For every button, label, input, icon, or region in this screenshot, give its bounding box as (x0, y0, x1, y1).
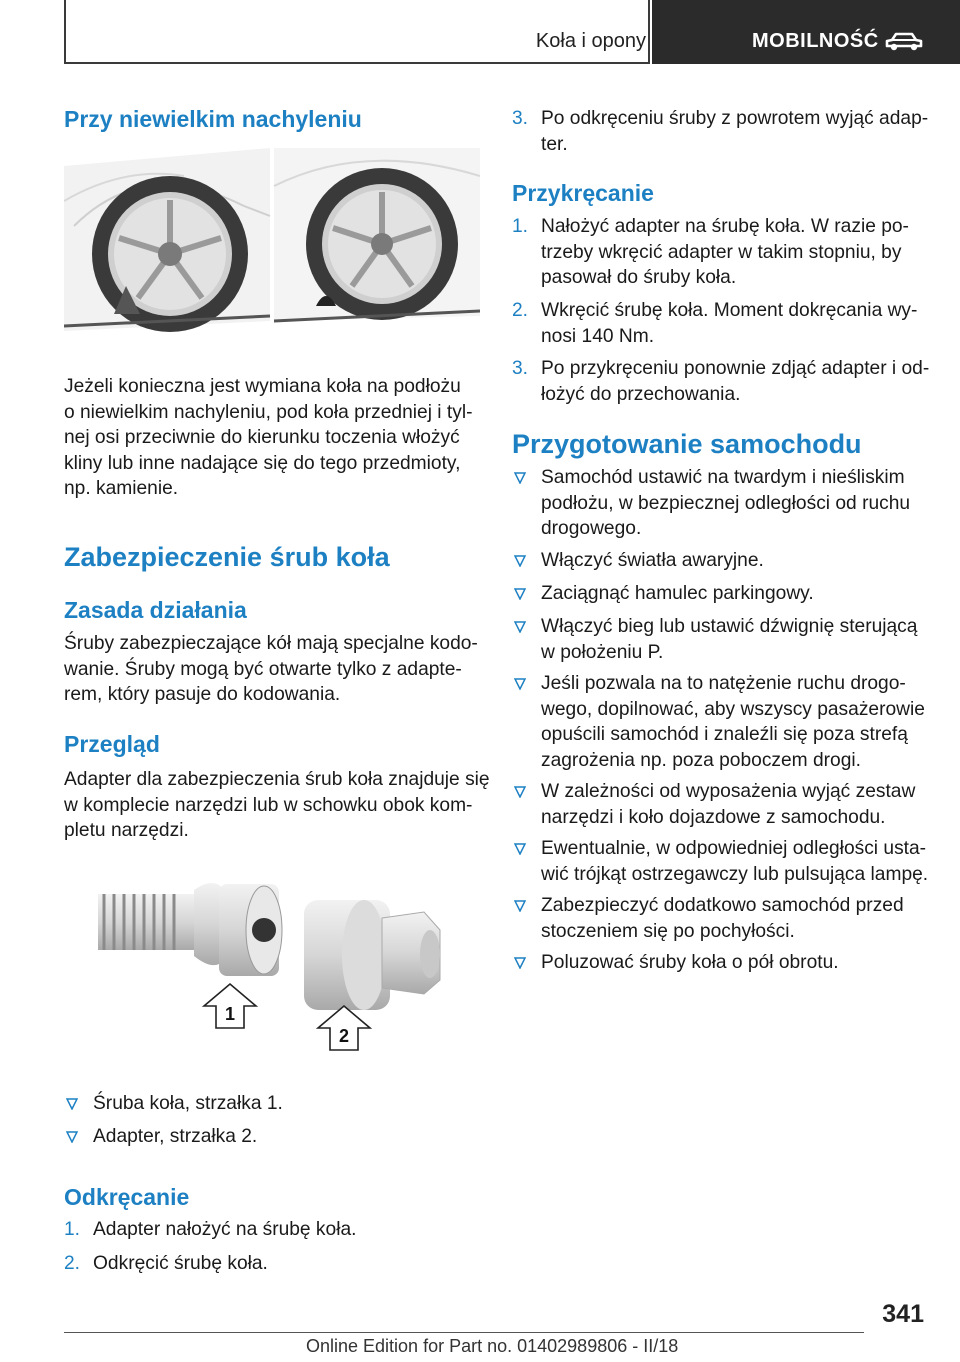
wheel-chocks-illustration (64, 146, 480, 346)
list-item: 2. Wkręcić śrubę koła. Moment dokręcania wy‐ nosi 140 Nm. (512, 300, 918, 347)
paragraph-incline: Jeżeli konieczna jest wymiana koła na podłożu o niewielkim nachyleniu, pod koła przedniej i tyl‐ nej osi przeciwnie do kierunku toczenia włożyć kliny lub inne nadające się do tego przedmioty, np. kamienie. (64, 376, 473, 500)
bolt-adapter-illustration (64, 860, 480, 1060)
footer-divider (64, 1332, 864, 1333)
list-item: Śruba koła, strzałka 1. (64, 1091, 480, 1117)
front-wheel-image (64, 148, 270, 332)
rear-wheel-image (274, 148, 480, 321)
lock-adapter-image (304, 900, 440, 1010)
list-item: Jeśli pozwala na to natężenie ruchu drogo‐ wego, dopilnować, aby wszyscy pasażerowie opuścili samochód i znaleźli się poza strefą zagrożenia np. poza poboczem drogi. (512, 671, 928, 775)
wheel-bolt-image (98, 883, 282, 976)
triangle-bullet-icon (514, 555, 526, 567)
list-item: Ewentualnie, w odpowiedniej odległości usta‐ wić trójkąt ostrzegawczy lub pulsująca lampę. (512, 836, 928, 888)
triangle-bullet-icon (66, 1098, 78, 1110)
heading-prepare: Przygotowanie samochodu (512, 429, 862, 459)
triangle-bullet-icon (514, 957, 526, 969)
footer-edition: Online Edition for Part no. 01402989806 - II/18 (306, 1336, 679, 1356)
list-item: Zabezpieczyć dodatkowo samochód przed stoczeniem się po pochyłości. (512, 893, 928, 945)
triangle-bullet-icon (66, 1131, 78, 1143)
heading-unscrew: Odkręcanie (64, 1184, 190, 1210)
triangle-bullet-icon (514, 472, 526, 484)
paragraph-overview: Adapter dla zabezpieczenia śrub koła znajduje się w komplecie narzędzi lub w schowku obok kom‐ pletu narzędzi. (64, 769, 490, 842)
paragraph-principle: Śruby zabezpieczające kół mają specjalne kodo‐ wanie. Śruby mogą być otwarte tylko z adapte‐ rem, który pasuje do kodowania. (64, 633, 478, 706)
triangle-bullet-icon (514, 588, 526, 600)
header-chapter-title: MOBILNOŚĆ (752, 30, 879, 52)
list-item: Zaciągnąć hamulec parkingowy. (512, 581, 928, 607)
car-icon (884, 30, 924, 52)
figure-label-2: 2 (338, 1026, 350, 1046)
triangle-bullet-icon (514, 900, 526, 912)
list-item: Samochód ustawić na twardym i nieśliskim podłożu, w bezpiecznej odległości od ruchu drogowego. (512, 465, 928, 543)
list-item: Adapter, strzałka 2. (64, 1124, 480, 1150)
triangle-bullet-icon (514, 843, 526, 855)
heading-screw: Przykręcanie (512, 180, 654, 206)
header-section-title: Koła i opony (535, 30, 646, 52)
heading-wheel-lock: Zabezpieczenie śrub koła (64, 542, 390, 572)
heading-principle: Zasada działania (64, 597, 247, 623)
heading-overview: Przegląd (64, 731, 160, 757)
list-item: 3. Po przykręceniu ponownie zdjąć adapter i od‐ łożyć do przechowania. (512, 358, 930, 405)
list-item: 1. Nałożyć adapter na śrubę koła. W razie po‐ trzeby wkręcić adapter w takim stopniu, by pasował do śruby koła. (512, 216, 909, 289)
list-item: W zależności od wyposażenia wyjąć zestaw narzędzi i koło dojazdowe z samochodu. (512, 779, 928, 831)
triangle-bullet-icon (514, 786, 526, 798)
figure-label-1: 1 (224, 1004, 236, 1024)
list-item: Poluzować śruby koła o pół obrotu. (512, 950, 928, 976)
triangle-bullet-icon (514, 621, 526, 633)
list-item: 3. Po odkręceniu śruby z powrotem wyjąć adap‐ ter. (512, 108, 929, 155)
heading-incline: Przy niewielkim nachyleniu (64, 106, 362, 132)
triangle-bullet-icon (514, 678, 526, 690)
list-item: 1. Adapter nałożyć na śrubę koła. (64, 1219, 357, 1240)
list-item: Włączyć światła awaryjne. (512, 548, 928, 574)
list-item: 2. Odkręcić śrubę koła. (64, 1253, 268, 1274)
page-number: 341 (882, 1300, 924, 1328)
list-item: Włączyć bieg lub ustawić dźwignię sterującą w położeniu P. (512, 614, 928, 666)
